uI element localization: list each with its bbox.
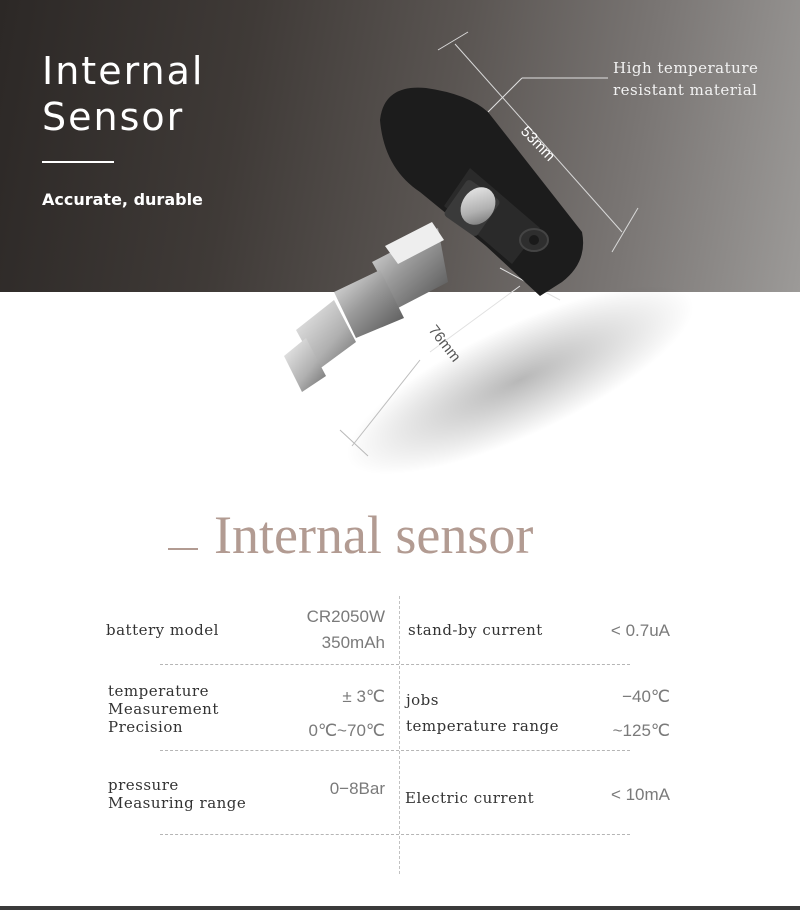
battery-capacity: 350mAh (321, 633, 385, 652)
row-divider-3 (160, 834, 630, 835)
title-dash (168, 548, 198, 550)
pressure-range-value: 0−8Bar (329, 779, 385, 798)
jobs-temperature-range-label: jobs temperature range (406, 691, 559, 735)
column-divider (399, 596, 400, 874)
hero-title-line-1: Internal (42, 49, 205, 93)
pressure-range-label: pressure Measuring range (108, 776, 247, 812)
dimension-76mm-label: 76mm (424, 321, 464, 366)
standby-current-value: < 0.7uA (610, 621, 670, 640)
valve-stem (284, 222, 448, 392)
temperature-precision-label: temperature Measurement Precision (108, 682, 219, 736)
dimension-53mm-label: 53mm (517, 122, 559, 165)
jobs-temperature-range-value: −40℃ ~125℃ (612, 687, 670, 740)
section-title-text: Internal sensor (214, 505, 534, 565)
electric-current-label: Electric current (405, 789, 535, 807)
temperature-precision-value: ± 3℃ 0℃~70℃ (308, 687, 385, 740)
row-divider-1 (160, 664, 630, 665)
callout-line-2: resistant material (613, 81, 758, 99)
battery-type: CR2050W (306, 607, 385, 626)
battery-model-label: battery model (106, 621, 219, 639)
hero-title-line-2: Sensor (42, 95, 185, 139)
bottom-rule (0, 906, 800, 910)
section-title (168, 504, 533, 566)
standby-current-label: stand-by current (408, 621, 543, 639)
hero-subtitle: Accurate, durable (42, 190, 203, 209)
electric-current-value: < 10mA (610, 785, 670, 804)
row-divider-2 (160, 750, 630, 751)
callout-line-1: High temperature (613, 59, 759, 77)
battery-model-value (240, 604, 385, 656)
